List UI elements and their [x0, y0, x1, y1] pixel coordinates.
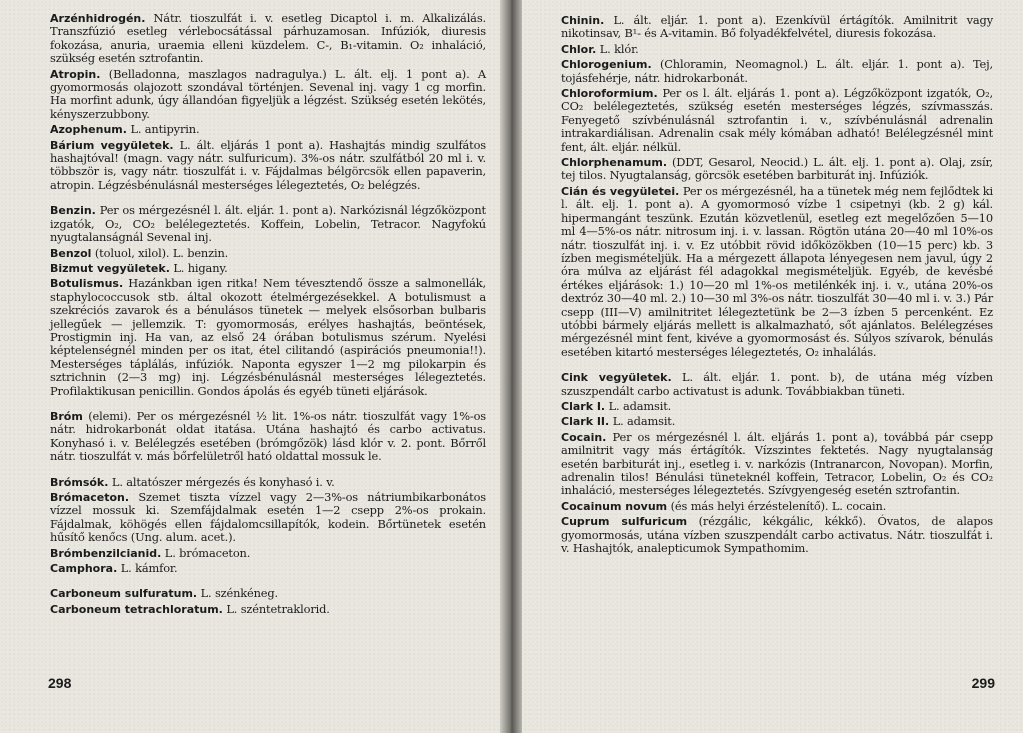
page-number-left: 298 [48, 675, 72, 691]
entry-text: L. ált. eljár. 1. pont. b), de utána még vízben szuszpendált carbo activatust is adunk. Továbbiakban tüneti. [561, 370, 993, 398]
entry-text: L. szénkéneg. [200, 586, 279, 601]
entry-headword: Cián és vegyületei. [561, 184, 680, 198]
right-entries [561, 14, 993, 555]
entry-headword: Benzin. [50, 204, 96, 218]
entry [50, 262, 486, 275]
entry-headword: Carboneum sulfuratum. [50, 587, 198, 601]
entry-headword: Chlorphenamum. [561, 156, 668, 170]
entry-text: Hazánkban igen ritka! Nem tévesztendő össze a salmonellák, staphylococcusok stb. által okozott ételmérgezésekkel. A botulismust a szekréciós zavarok és a bénulásos tünetek — melyek elsősorban bulbaris jellegűek — jellemzik. T: gyomormosás, erélyes hashajtás, beöntések, Prostigmin inj. Ha van, az első 24 órában botulismus szérum. Nyelési képtelenségnél minden per os itat, étel cilitandó (aspirációs pneumonia!!). Mesterséges táplálás, infúziók. Naponta egyszer 1—2 mg pilokarpin és sztrichnin (2—3 mg) inj. Légzésbénulásnál mesterséges lélegeztetés. Profilaktikusan penicillin. Gondos ápolás és egyéb tüneti eljárások. [50, 276, 486, 398]
entry-text: L. adamsit. [612, 414, 676, 429]
right-page [511, 0, 1023, 733]
left-page [0, 0, 506, 733]
entry-headword: Chlor. [561, 42, 597, 56]
entry-text: L. széntetraklorid. [226, 601, 330, 616]
entry [561, 400, 993, 413]
entry-text: (Chloramin, Neomagnol.) L. ált. eljár. 1. pont a). Tej, tojásfehérje, nátr. hidrokarbonát. [561, 57, 993, 85]
entry-headword: Chinin. [561, 14, 605, 27]
entry-headword: Botulismus. [50, 277, 124, 291]
entry-headword: Carboneum tetrachloratum. [50, 602, 223, 616]
entry [561, 58, 993, 85]
entry-text: (Belladonna, maszlagos nadragulya.) L. ált. elj. 1 pont a). A gyomormosás olajozott szondával történjen. Sevenal inj. vagy 1 cg morfin. Ha morfint adunk, úgy állandóan figyeljük a légzést. Szükség esetén lekötés, kényszerzubbony. [50, 66, 486, 121]
entry [50, 277, 486, 398]
entry [561, 431, 993, 498]
entry [50, 139, 486, 193]
entry [50, 547, 486, 560]
entry-headword: Cocain. [561, 430, 607, 444]
entry-text: (toluol, xilol). L. benzin. [94, 245, 229, 260]
book-gutter [500, 0, 522, 733]
entry-headword: Arzénhidrogén. [50, 12, 146, 25]
entry-headword: Brómaceton. [50, 491, 130, 504]
entry-text: L. kámfor. [120, 561, 178, 576]
entry-headword: Bróm [50, 409, 83, 423]
entry [50, 603, 486, 616]
entry [50, 247, 486, 260]
entry [50, 204, 486, 244]
entry [561, 515, 993, 555]
entry-headword: Camphora. [50, 562, 118, 576]
entry-headword: Azophenum. [50, 123, 127, 137]
entry-text: (rézgálic, kékgálic, kékkő). Óvatos, de alapos gyomormosás, utána vízben szuszpendált carbo activatus. Nátr. tioszulfát i. v. Hashajtók, analepticumok Sympathomim. [561, 514, 993, 556]
entry-headword: Clark I. [561, 399, 606, 413]
entry-headword: Brómbenzilcianid. [50, 546, 162, 560]
entry-text: L. brómaceton. [164, 545, 251, 560]
entry [50, 491, 486, 545]
entry-text: Nátr. tioszulfát i. v. esetleg Dicaptol i. m. Alkalizálás. Transzfúzió esetleg vérlebocsátással párhuzamosan. Infúziók, diuresis fokozása, anuria, uraemia elleni küzdelem. C-, B₁-vitamin. O₂ inhaláció, szükség esetén sztrofantin. [50, 11, 486, 66]
entry [561, 185, 993, 359]
entry-text: Szemet tiszta vízzel vagy 2—3%-os nátriumbikarbonátos vízzel mossuk ki. Szemfájdalmak esetén 1—2 csepp 2%-os prokain. Fájdalmak, köhögés ellen fájdalomcsillapítók, kodein. Bőrtünetek esetén hűsítő kenőcs (Ung. alum. acet.). [50, 490, 486, 545]
entry-text: Per os mérgezésnél l. ált. eljárás 1. pont a), továbbá pár csepp amilnitrit vagy más értágítók. Vízszintes fektetés. Nagy nyugtalanság esetén barbiturát inj., esetleg i. v. narkózis (Intranarcon, Novopan). Morfin, adrenalin tilos! Bénulási tüneteknél koffein, Tetracor, Lobelin, O₂ és CO₂ inhaláció, mesterséges lélegeztetés. Szívgyengeség esetén sztrofantin. [561, 429, 993, 498]
entry-text: L. higany. [173, 260, 228, 275]
entry [50, 587, 486, 600]
entry-headword: Chloroformium. [561, 87, 658, 101]
entry-headword: Benzol [50, 246, 92, 260]
entry [50, 410, 486, 464]
entry [50, 562, 486, 575]
page-number-right: 299 [971, 675, 995, 691]
entry-text: Per os mérgezésnél l. ált. eljár. 1. pont a). Narkózisnál légzőközpont izgatók, O₂, CO₂ belélegeztetés. Koffein, Lobelin, Tetracor. Nagyfokú nyugtalanságnál Sevenal inj. [50, 203, 486, 245]
entry-text: L. altatószer mérgezés és konyhasó i. v. [111, 474, 335, 489]
entry-headword: Atropin. [50, 67, 101, 81]
entry [561, 43, 993, 56]
entry-headword: Cink vegyületek. [561, 371, 672, 385]
entry-text: L. adamsit. [608, 398, 672, 413]
entry-text: Per os mérgezésnél, ha a tünetek még nem fejlődtek ki l. ált. elj. 1. pont a). A gyomormosó vízbe 1 csipetnyi (kb. 2 g) kál. hipermangánt teszünk. Ezután közvetlenül, esetleg ezt megelőzően 5—10 ml 4—5%-os nátr. nitrosum inj. i. v. lassan. Rögtön utána 20—40 ml 10%-os nátr. tioszulfát inj. i. v. Ez utóbbit rövid időközökben (10—15 perc) kb. 3 ízben megismételjük. Ha a mérgezett állapota lényegesen nem javul, úgy 2 óra múlva az eljárást fél adagokkal megismételjük. Egyéb, de kevésbé értékes eljárások: 1.) 10—20 ml 1%-os metilénkék inj. i. v., utána 20%-os dextróz 30—40 ml. 2.) 10—30 ml 3%-os nátr. tioszulfát 30—40 ml i. v. 3.) Pár csepp (III—V) amilnitritet lélegeztetünk be 2—3 ízben 5 percenként. Ez utóbbi bármely eljárás mellett is alkalmazható, sőt ajánlatos. Belélegzéses mérgezésnél mint fent, kivéve a gyomormosást és. Súlyos szívarok, bénulás esetében kitartó mesterséges lélegeztetés, O₂ inhalálás. [561, 183, 993, 359]
entry-headword: Cuprum sulfuricum [561, 515, 688, 529]
entry-headword: Brómsók. [50, 475, 109, 489]
entry-headword: Cocainum novum [561, 499, 668, 513]
entry-headword: Bizmut vegyületek. [50, 261, 170, 275]
entry [561, 500, 993, 513]
entry [50, 68, 486, 122]
entry [561, 87, 993, 154]
entry [561, 14, 993, 41]
entry-text: (DDT, Gesarol, Neocid.) L. ált. elj. 1. pont a). Olaj, zsír, tej tilos. Nyugtalanság, görcsök esetében barbiturát inj. Infúziók. [561, 155, 993, 183]
entry-text: Per os l. ált. eljárás 1. pont a). Légzőközpont izgatók, O₂, CO₂ belélegeztetés, szükség esetén mesterséges légzés, szívmasszás. Fenyegető szívbénulásnál sztrofantin i. v., szívbénulásnál adrenalin intrakardiálisan. Adrenalin csak mély kómában adható! Belélegzésnél mint fent, ált. eljár. nélkül. [561, 86, 993, 154]
entry-text: (és más helyi érzéstelenítő). L. cocain. [670, 498, 887, 513]
entry [50, 476, 486, 489]
entry-headword: Chlorogenium. [561, 58, 652, 72]
entry-text: L. ált. eljárás 1 pont a). Hashajtás mindig szulfátos hashajtóval! (magn. vagy nátr. sulfuricum). 3%-os nátr. szulfátból 20 ml i. v. többször is, vagy nátr. tioszulfát i. v. Fájdalmas bélgörcsök ellen papaverin, atropin. Légzésbénulásnál mesterséges lélegeztetés, O₂ belégzés. [50, 137, 486, 192]
entry [561, 415, 993, 428]
entry [561, 156, 993, 183]
left-entries [50, 12, 486, 616]
entry-text: L. ált. eljár. 1. pont a). Ezenkívül értágítók. Amilnitrit vagy nikotinsav, B¹- és A-vitamin. Bő folyadékfelvétel, diuresis fokozása. [561, 13, 993, 41]
entry-headword: Bárium vegyületek. [50, 138, 174, 152]
entry [50, 123, 486, 136]
entry-headword: Clark II. [561, 415, 610, 429]
entry-text: L. klór. [599, 41, 639, 56]
entry [561, 371, 993, 398]
entry-text: (elemi). Per os mérgezésnél ½ lit. 1%-os nátr. tioszulfát vagy 1%-os nátr. hidrokarbonát oldat itatása. Utána hashajtó és carbo activatus. Konyhasó i. v. Belélegzés esetében (brómgőzök) lásd klór v. 2. pont. Bőrről nátr. tioszulfát v. más bőrfelületről ható oldattal mossuk le. [50, 408, 486, 464]
entry-text: L. antipyrin. [130, 122, 200, 137]
entry [50, 12, 486, 66]
